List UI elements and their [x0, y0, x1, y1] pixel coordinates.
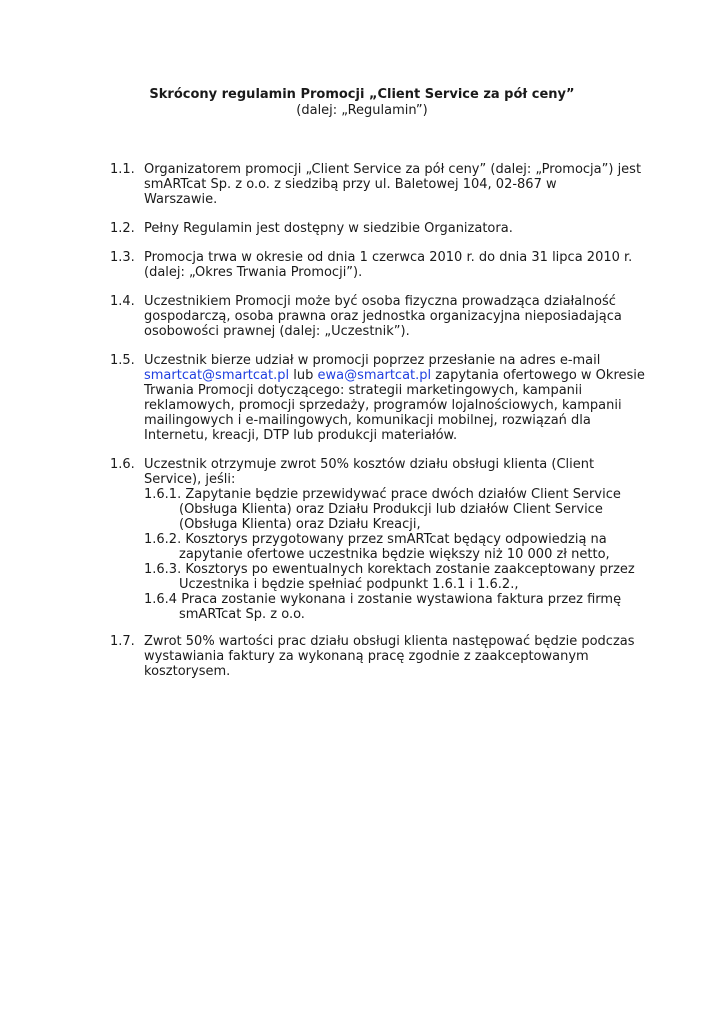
section-number: 1.6.	[110, 457, 135, 472]
section-text: Pełny Regulamin jest dostępny w siedzibie Organizatora.	[144, 221, 513, 236]
subsection-1-6-4: 1.6.4 Praca zostanie wykonana i zostanie wystawiona faktura przez firmę smARTcat Sp. z o.o.	[144, 592, 622, 622]
subsection-1-6-1: 1.6.1. Zapytanie będzie przewidywać prace dwóch działów Client Service (Obsługa Klienta) oraz Działu Produkcji lub działów Client Service (Obsługa Klienta) oraz Działu Kreacji,	[144, 487, 621, 532]
section-text: Uczestnik otrzymuje zwrot 50% kosztów działu obsługi klienta (Client Service), jeśli:	[144, 457, 595, 487]
section-text: Uczestnik bierze udział w promocji poprzez przesłanie na adres e-mail smartcat@smartcat.pl lub ewa@smartcat.pl zapytania ofertowego w Okresie Trwania Promocji dotyczącego: strategii marketingowych, kampanii reklamowych, promocji sprzedaży, programów lojalnościowych, kampanii mailingowych i e-mailingowych, komunikacji mobilnej, rozwiązań dla Internetu, kreacji, DTP lub produkcji materiałów.	[144, 353, 645, 443]
email-link-ewa[interactable]: ewa@smartcat.pl	[317, 368, 432, 383]
section-1-3	[110, 250, 633, 280]
section-1-2	[110, 221, 610, 236]
section-number: 1.4.	[110, 294, 135, 309]
section-number: 1.3.	[110, 250, 135, 265]
section-number: 1.5.	[110, 353, 135, 368]
document-title: Skrócony regulamin Promocji „Client Service za pół ceny”	[149, 87, 575, 102]
section-1-6	[110, 457, 635, 622]
section-number: 1.1.	[110, 162, 135, 177]
document-subtitle: (dalej: „Regulamin”)	[296, 103, 428, 118]
section-text: Zwrot 50% wartości prac działu obsługi klienta następować będzie podczas wystawiania faktury za wykonaną pracę zgodnie z zaakceptowanym kosztorysem.	[144, 634, 635, 679]
section-text: Promocja trwa w okresie od dnia 1 czerwca 2010 r. do dnia 31 lipca 2010 r. (dalej: „Okres Trwania Promocji”).	[144, 250, 633, 280]
subsection-1-6-3: 1.6.3. Kosztorys po ewentualnych korektach zostanie zaakceptowany przez Uczestnika i będzie spełniać podpunkt 1.6.1 i 1.6.2.,	[144, 562, 635, 592]
section-number: 1.2.	[110, 221, 135, 236]
section-1-7	[110, 634, 635, 679]
section-1-4	[110, 294, 622, 339]
section-text: Organizatorem promocji „Client Service za pół ceny” (dalej: „Promocja”) jest smARTcat Sp. z o.o. z siedzibą przy ul. Baletowej 104, 02-867 w Warszawie.	[144, 162, 642, 207]
section-1-5	[110, 353, 645, 443]
section-text: Uczestnikiem Promocji może być osoba fizyczna prowadząca działalność gospodarczą, osoba prawna oraz jednostka organizacyjna nieposiadająca osobowości prawnej (dalej: „Uczestnik”).	[144, 294, 622, 339]
section-1-1	[110, 162, 642, 207]
section-number: 1.7.	[110, 634, 135, 649]
subsection-1-6-2: 1.6.2. Kosztorys przygotowany przez smARTcat będący odpowiedzią na zapytanie ofertowe uczestnika będzie większy niż 10 000 zł netto,	[144, 532, 610, 562]
email-link-smartcat[interactable]: smartcat@smartcat.pl	[144, 368, 290, 383]
